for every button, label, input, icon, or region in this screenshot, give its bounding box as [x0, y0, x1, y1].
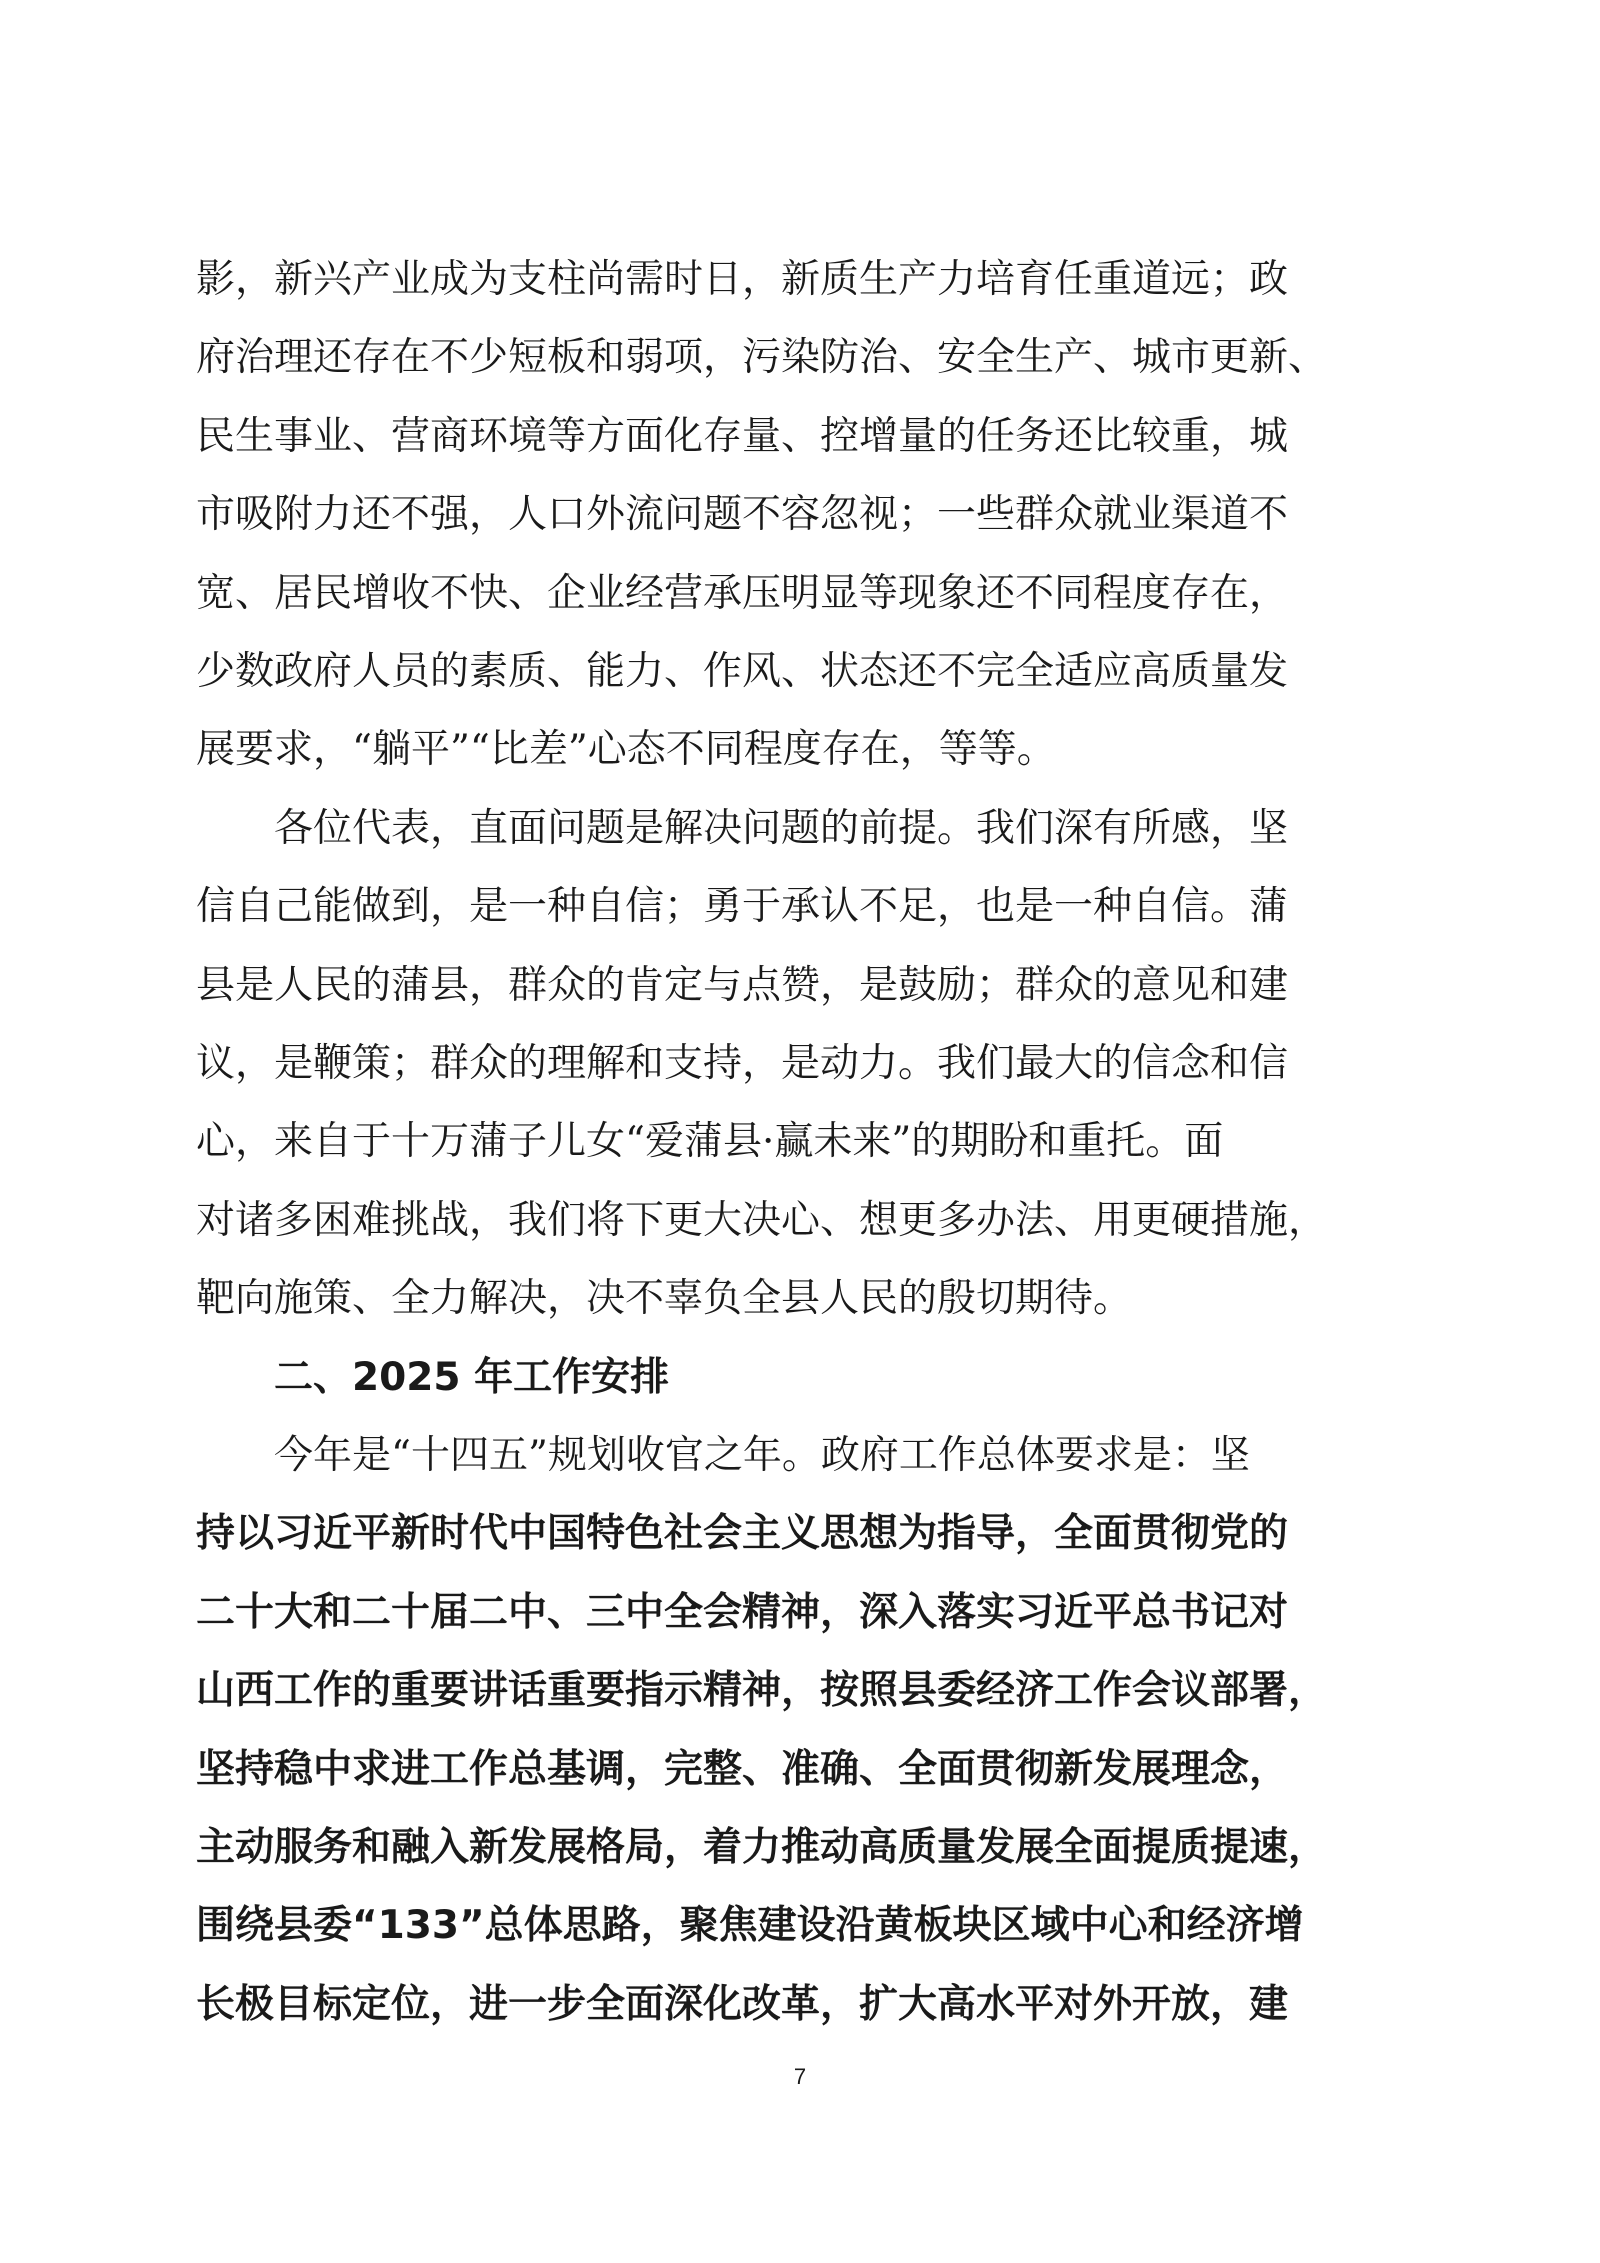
text-line: 少数政府人员的素质、能力、作风、状态还不完全适应高质量发 — [196, 649, 1289, 694]
text-line: 议，是鞭策；群众的理解和支持，是动力。我们最大的信念和信 — [196, 1041, 1289, 1086]
text-line: 围绕县委“133”总体思路，聚焦建设沿黄板块区域中心和经济增 — [196, 1903, 1304, 1948]
page-number: 7 — [793, 2064, 807, 2089]
text-line: 心，来自于十万蒲子儿女“爱蒲县·赢未来”的期盼和重托。面 — [196, 1119, 1224, 1164]
text-line: 县是人民的蒲县，群众的肯定与点赞，是鼓励；群众的意见和建 — [196, 963, 1289, 1008]
text-line: 民生事业、营商环境等方面化存量、控增量的任务还比较重，城 — [196, 414, 1289, 459]
text-line: 靶向施策、全力解决，决不辜负全县人民的殷切期待。 — [196, 1276, 1133, 1321]
text-line: 今年是“十四五”规划收官之年。政府工作总体要求是：坚 — [274, 1433, 1250, 1478]
text-line: 二十大和二十届二中、三中全会精神，深入落实习近平总书记对 — [196, 1590, 1289, 1635]
text-line: 展要求，“躺平”“比差”心态不同程度存在，等等。 — [196, 727, 1056, 772]
text-line: 宽、居民增收不快、企业经营承压明显等现象还不同程度存在， — [196, 571, 1289, 616]
text-line: 影，新兴产业成为支柱尚需时日，新质生产力培育任重道远；政 — [196, 257, 1289, 302]
section-heading: 二、2025 年工作安排 — [274, 1355, 670, 1400]
text-line: 对诸多困难挑战，我们将下更大决心、想更多办法、用更硬措施， — [196, 1198, 1328, 1243]
text-line: 各位代表，直面问题是解决问题的前提。我们深有所感，坚 — [274, 806, 1289, 851]
text-line: 主动服务和融入新发展格局，着力推动高质量发展全面提质提速， — [196, 1825, 1328, 1870]
text-line: 坚持稳中求进工作总基调，完整、准确、全面贯彻新发展理念， — [196, 1747, 1289, 1792]
text-line: 持以习近平新时代中国特色社会主义思想为指导，全面贯彻党的 — [196, 1511, 1289, 1556]
text-line: 长极目标定位，进一步全面深化改革，扩大高水平对外开放，建 — [196, 1982, 1289, 2027]
text-line: 府治理还存在不少短板和弱项，污染防治、安全生产、城市更新、 — [196, 335, 1328, 380]
text-line: 信自己能做到，是一种自信；勇于承认不足，也是一种自信。蒲 — [196, 884, 1289, 929]
text-line: 山西工作的重要讲话重要指示精神，按照县委经济工作会议部署， — [196, 1668, 1328, 1713]
text-line: 市吸附力还不强，人口外流问题不容忽视；一些群众就业渠道不 — [196, 492, 1289, 537]
